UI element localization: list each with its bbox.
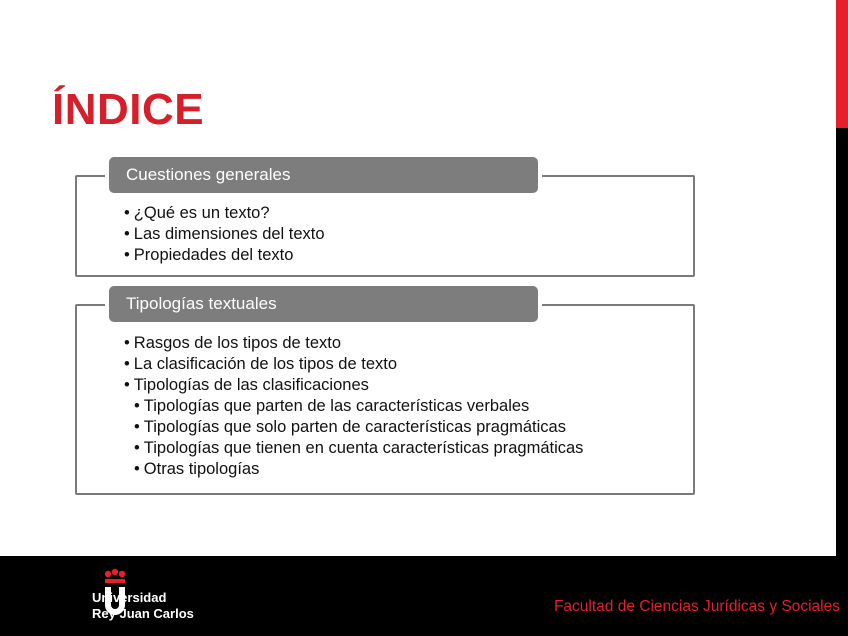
- list-item: • Las dimensiones del texto: [124, 225, 325, 243]
- accent-bar-black: [836, 128, 848, 558]
- section-header-general: Cuestiones generales: [109, 157, 538, 193]
- list-subitem: • Tipologías que solo parten de características pragmáticas: [134, 418, 566, 436]
- university-name: [92, 590, 194, 622]
- list-item: • Tipologías de las clasificaciones: [124, 376, 369, 394]
- university-name-line2: Rey Juan Carlos: [92, 606, 194, 621]
- accent-bar-red: [836, 0, 848, 128]
- section-header-typologies: Tipologías textuales: [109, 286, 538, 322]
- list-subitem: • Tipologías que parten de las características verbales: [134, 397, 530, 415]
- section-list-general: [124, 203, 325, 266]
- list-item: • La clasificación de los tipos de texto: [124, 355, 398, 373]
- list-subitem: • Tipologías que tienen en cuenta características pragmáticas: [134, 439, 584, 457]
- list-subitem: • Otras tipologías: [134, 460, 260, 478]
- list-item: • Rasgos de los tipos de texto: [124, 334, 342, 352]
- list-item: • ¿Qué es un texto?: [124, 204, 270, 222]
- section-list-typologies: [124, 333, 583, 480]
- university-name-line1: Universidad: [92, 590, 167, 605]
- slide-title: ÍNDICE: [52, 85, 205, 134]
- list-item: • Propiedades del texto: [124, 246, 294, 264]
- faculty-name: Facultad de Ciencias Jurídicas y Sociales: [553, 598, 840, 615]
